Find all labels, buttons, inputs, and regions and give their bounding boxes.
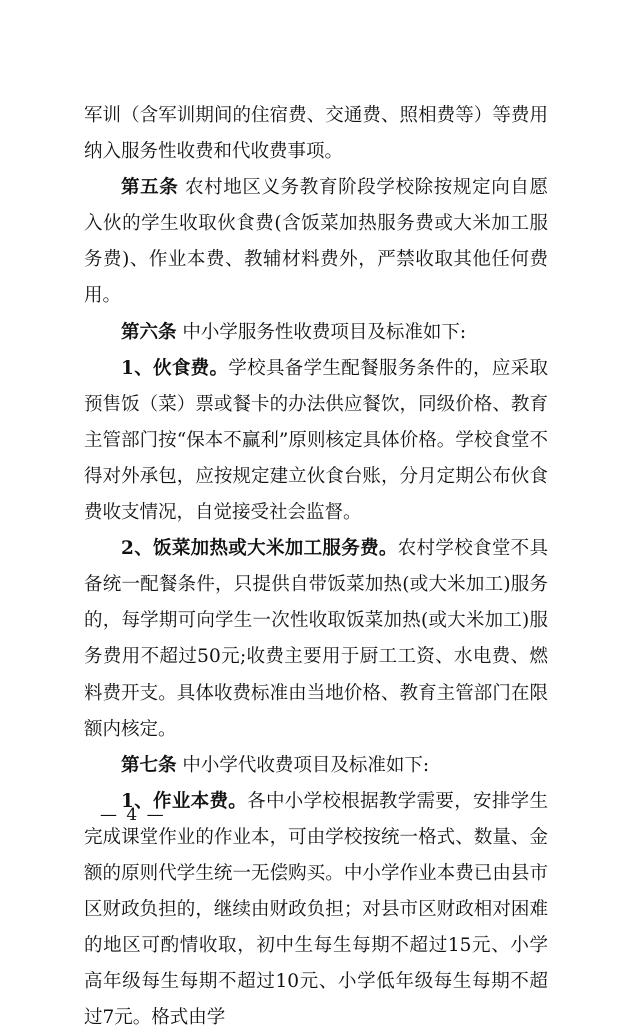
paragraph-meal-fee xyxy=(84,351,548,531)
paragraph-text: 学校具备学生配餐服务条件的，应采取预售饭（菜）票或餐卡的办法供应餐饮，同级价格、教育主管部门按“保本不赢利”原则核定具体价格。学校食堂不得对外承包，应按规定建立伙食台账，分月定期公布伙食费收支情况，自觉接受社会监督。 xyxy=(84,357,548,524)
paragraph-heating-fee xyxy=(84,531,548,748)
article-heading: 第七条 xyxy=(121,754,177,776)
item-heading: 1、作业本费。 xyxy=(121,790,248,812)
paragraph-article-5 xyxy=(84,170,548,314)
item-heading: 2、饭菜加热或大米加工服务费。 xyxy=(121,538,398,560)
paragraph-text: 中小学代收费项目及标准如下: xyxy=(176,754,430,776)
paragraph-text: 军训（含军训期间的住宿费、交通费、照相费等）等费用纳入服务性收费和代收费事项。 xyxy=(84,105,548,163)
paragraph-text: 中小学服务性收费项目及标准如下: xyxy=(176,321,467,343)
paragraph-text: 各中小学校根据教学需要，安排学生完成课堂作业的作业本，可由学校按统一格式、数量、金额的原则代学生统一无偿购买。中小学作业本费已由县市区财政负担的，继续由财政负担；对县市区财政相对困难的地区可酌情收取，初中生每生每期不超过15元、小学高年级每生每期不超过10元、小学低年级每生每期不超过7元。格式由学 xyxy=(84,790,548,1029)
article-heading: 第五条 xyxy=(121,177,179,199)
paragraph-article-7 xyxy=(84,748,548,784)
paragraph-article-6 xyxy=(84,315,548,351)
paragraph-military-training xyxy=(84,98,548,170)
paragraph-text: 农村学校食堂不具备统一配餐条件，只提供自带饭菜加热(或大米加工)服务的，每学期可向学生一次性收取饭菜加热(或大米加工)服务费用不超过50元;收费主要用于厨工工资、水电费、燃料费开支。具体收费标准由当地价格、教育主管部门在限额内核定。 xyxy=(84,538,548,740)
page-number: — 4 — xyxy=(100,805,166,825)
item-heading: 1、伙食费。 xyxy=(121,357,229,379)
article-heading: 第六条 xyxy=(121,321,177,343)
paragraph-text: 农村地区义务教育阶段学校除按规定向自愿入伙的学生收取伙食费(含饭菜加热服务费或大米加工服务费)、作业本费、教辅材料费外，严禁收取其他任何费用。 xyxy=(84,177,548,307)
document-body xyxy=(84,98,548,1036)
